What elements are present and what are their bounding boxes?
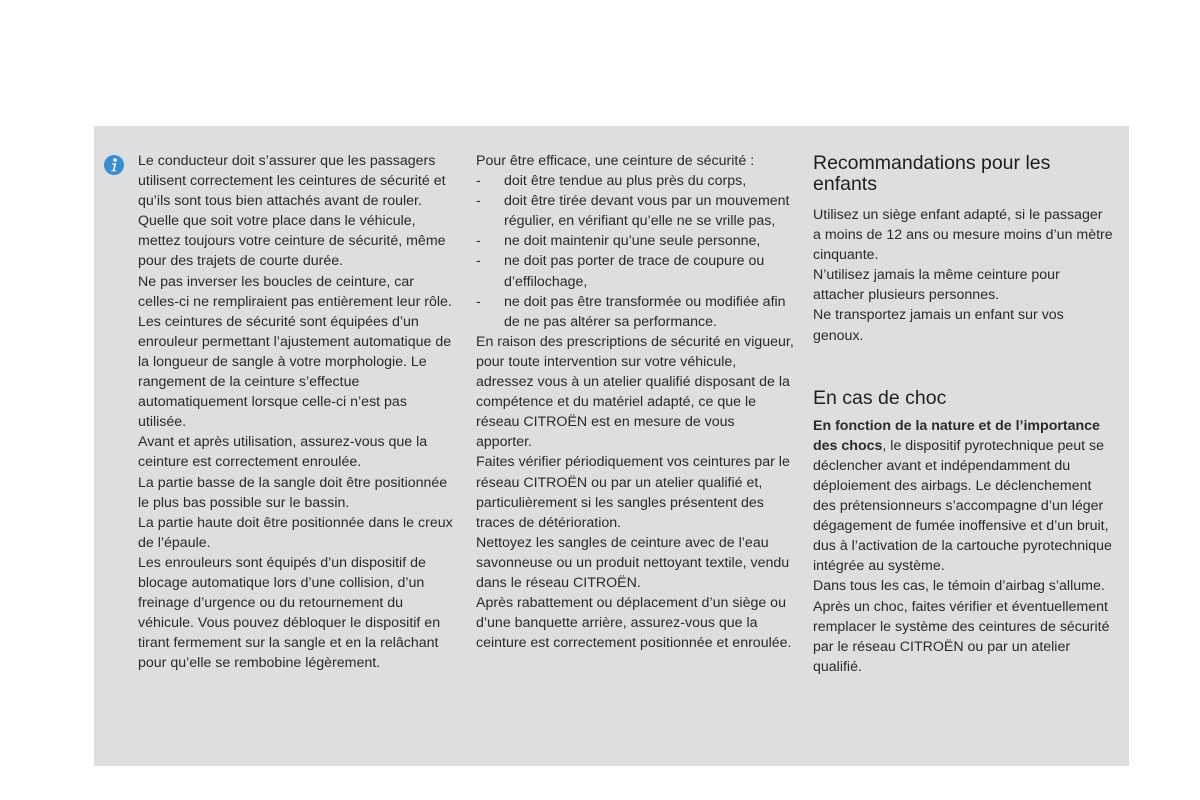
paragraph: Ne pas inverser les boucles de ceinture, car celles-ci ne rempliraient pas entièrement leur rôle. <box>138 273 452 310</box>
paragraph: La partie haute doit être positionnée dans le creux de l’épaule. <box>138 514 453 551</box>
paragraph: Les enrouleurs sont équipés d’un dispositif de blocage automatique lors d’une collision, d’un freinage d’urgence ou du retournement du véhicule. Vous pouvez débloquer le dispositif en tirant fermement sur la sangle et en la relâchant pour qu’elle se rembobine légèrement. <box>138 554 441 672</box>
list-item <box>476 171 794 191</box>
paragraph: Le conducteur doit s’assurer que les passagers utilisent correctement les ceintures de sécurité et qu’ils sont tous bien attachés avant de rouler. <box>138 153 446 210</box>
paragraph-text: , le dispositif pyrotechnique peut se déclencher avant et indépendamment du déploiement des airbags. Le déclenchement des prétensionneurs s’accompagne d’un léger dégagement de fumée inoffensive et d’un bruit, dus à l’activation de la cartouche pyrotechnique intégrée au système. <box>813 437 1112 575</box>
column-right <box>813 151 1113 677</box>
paragraph <box>813 416 1113 577</box>
list-item-text: ne doit pas porter de trace de coupure ou d’effilochage, <box>504 253 765 290</box>
list-item <box>476 231 794 251</box>
paragraph: Dans tous les cas, le témoin d’airbag s’allume. <box>813 578 1105 595</box>
paragraph: Après rabattement ou déplacement d’un siège ou d’une banquette arrière, assurez-vous que la ceinture est correctement positionnée et enroulée. <box>476 595 792 652</box>
paragraph: Après un choc, faites vérifier et éventuellement remplacer le système des ceintures de sécurité par le réseau CITROËN ou par un atelier qualifié. <box>813 598 1110 675</box>
info-icon <box>103 154 125 176</box>
dash-bullet: - <box>476 173 481 190</box>
children-heading: Recommandations pour les enfants <box>813 152 1051 195</box>
dash-bullet: - <box>476 193 481 210</box>
list-item <box>476 292 794 332</box>
paragraph: Quelle que soit votre place dans le véhicule, mettez toujours votre ceinture de sécurité, même pour des trajets de courte durée. <box>138 213 446 270</box>
dash-bullet: - <box>476 253 481 270</box>
dash-bullet: - <box>476 293 481 310</box>
dash-bullet: - <box>476 233 481 250</box>
paragraph: Faites vérifier périodiquement vos ceintures par le réseau CITROËN ou par un atelier qualifié et, particulièrement si les sangles présentent des traces de détérioration. <box>476 454 790 531</box>
list-item-text: ne doit maintenir qu’une seule personne, <box>504 233 761 250</box>
paragraph: Les ceintures de sécurité sont équipées d’un enrouleur permettant l’ajustement automatique de la longueur de sangle à votre morphologie. Le rangement de la ceinture s’effectue automatiquement lorsque celle-ci n’est pas utilisée. <box>138 313 452 431</box>
impact-heading: En cas de choc <box>813 386 947 409</box>
column-left <box>138 151 456 673</box>
list-item <box>476 191 794 231</box>
list-item <box>476 251 794 291</box>
paragraph: Nettoyez les sangles de ceinture avec de l’eau savonneuse ou un produit nettoyant textile, vendu dans le réseau CITROËN. <box>476 534 790 591</box>
bold-lead: En fonction de la nature et de l’importance des chocs <box>813 417 1100 454</box>
paragraph: Ne transportez jamais un enfant sur vos genoux. <box>813 307 1064 344</box>
paragraph: N’utilisez jamais la même ceinture pour attacher plusieurs personnes. <box>813 267 1060 304</box>
paragraph: Avant et après utilisation, assurez-vous que la ceinture est correctement enroulée. <box>138 434 428 471</box>
requirements-list <box>476 171 794 332</box>
paragraph: La partie basse de la sangle doit être positionnée le plus bas possible sur le bassin. <box>138 474 448 511</box>
list-intro: Pour être efficace, une ceinture de sécurité : <box>476 153 755 169</box>
list-item-text: doit être tirée devant vous par un mouvement régulier, en vérifiant qu’elle ne se vrille pas, <box>504 193 790 230</box>
paragraph: En raison des prescriptions de sécurité en vigueur, pour toute intervention sur votre véhicule, adressez vous à un atelier qualifié disposant de la compétence et du matériel adapté, ce que le réseau CITROËN est en mesure de vous apporter. <box>476 333 794 451</box>
list-item-text: ne doit pas être transformée ou modifiée afin de ne pas altérer sa performance. <box>504 293 786 330</box>
list-item-text: doit être tendue au plus près du corps, <box>504 173 747 190</box>
column-middle <box>476 151 794 653</box>
paragraph: Utilisez un siège enfant adapté, si le passager a moins de 12 ans ou mesure moins d’un mètre cinquante. <box>813 207 1113 264</box>
